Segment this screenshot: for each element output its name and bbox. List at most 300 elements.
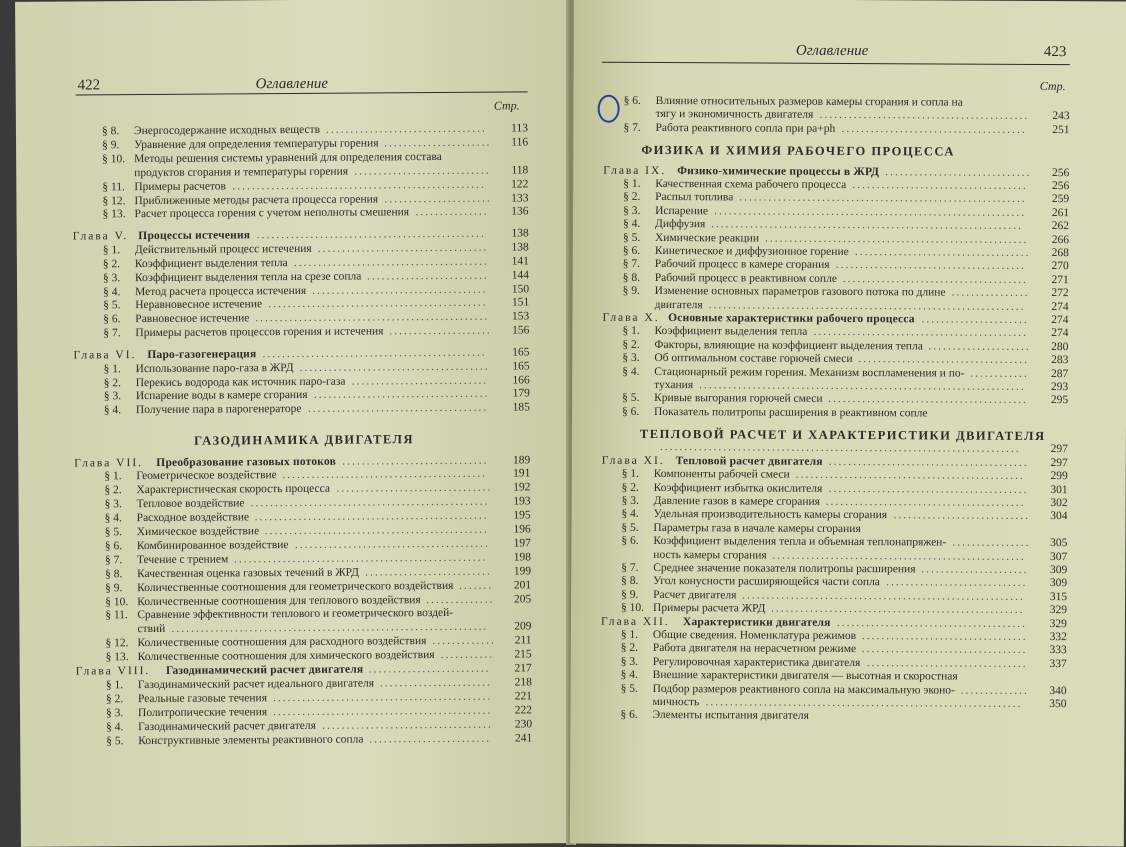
leader-dots: ................ bbox=[951, 286, 1030, 300]
leader-dots: ............................ bbox=[351, 374, 489, 388]
leader-dots: .......................... bbox=[365, 565, 492, 579]
section-number: § 6. bbox=[621, 534, 639, 548]
section-number: § 7. bbox=[104, 554, 123, 567]
section-title: Перекись водорода как источник паро-газа bbox=[135, 375, 346, 389]
leader-dots: ................................................................. bbox=[705, 696, 1023, 710]
page-ref: 270 bbox=[1051, 260, 1069, 273]
page-ref: 309 bbox=[1049, 577, 1068, 590]
section-number: § 12. bbox=[105, 637, 129, 650]
section-title: Качественная оценка газовых течений в ЖРД bbox=[137, 566, 360, 580]
leader-dots: ...................... bbox=[921, 313, 1029, 327]
page-ref: 293 bbox=[1050, 381, 1069, 394]
section-number: § 6. bbox=[103, 313, 121, 326]
section-title: ность камеры сгорания bbox=[653, 548, 767, 562]
section-number: § 2. bbox=[102, 257, 121, 271]
page-ref: 118 bbox=[511, 164, 529, 177]
section-title: продуктов сгорания и температуры горения bbox=[134, 165, 349, 179]
section-number: § 5. bbox=[103, 299, 121, 312]
left-page bbox=[15, 0, 573, 847]
toc-row bbox=[16, 136, 568, 152]
leader-dots: ................................ bbox=[336, 481, 493, 496]
page-ref: 195 bbox=[513, 509, 531, 522]
page-ref: 217 bbox=[514, 662, 532, 675]
page-ref: 192 bbox=[513, 481, 531, 494]
leader-dots: ......................................... bbox=[828, 455, 1029, 469]
toc-part-heading: ТЕПЛОВОЙ РАСЧЕТ И ХАРАКТЕРИСТИКИ ДВИГАТЕЛЯ bbox=[639, 426, 1046, 443]
section-number: § 2. bbox=[622, 338, 640, 351]
section-number: § 5. bbox=[620, 682, 638, 695]
section-number: § 13. bbox=[105, 651, 129, 664]
page-ref: 141 bbox=[511, 255, 529, 268]
page-ref: 307 bbox=[1050, 550, 1068, 563]
page-ref: 122 bbox=[511, 177, 529, 191]
leader-dots: ............................ bbox=[893, 509, 1031, 523]
page-ref: 191 bbox=[513, 467, 531, 480]
leader-dots: .................................................... bbox=[233, 551, 488, 566]
page-ref: 268 bbox=[1051, 247, 1069, 260]
section-title: Коэффициент избытка окислителя bbox=[653, 481, 823, 495]
section-title: Рабочий процесс в реактивном сопле bbox=[654, 271, 837, 285]
toc-row bbox=[20, 648, 572, 664]
toc-chapter-row bbox=[18, 453, 570, 470]
page-ref: 205 bbox=[513, 592, 532, 605]
page-ref: 165 bbox=[512, 346, 530, 359]
section-number: § 5. bbox=[622, 231, 641, 244]
section-title: Количественные соотношения для химического воздействия bbox=[137, 649, 435, 664]
leader-dots: ...................... bbox=[384, 136, 492, 150]
section-title: Распыл топлива bbox=[655, 191, 734, 204]
leader-dots: .............................. bbox=[885, 165, 1032, 179]
section-number: § 8. bbox=[622, 271, 641, 284]
section-title: Тепловое воздействие bbox=[136, 497, 245, 511]
page-ref: 215 bbox=[514, 648, 532, 661]
section-number: § 1. bbox=[622, 325, 640, 338]
leader-dots: .................................................... bbox=[772, 549, 1026, 563]
leader-dots: .................................... bbox=[313, 388, 490, 402]
section-title: Коэффициент выделения тепла bbox=[654, 325, 808, 339]
toc-row bbox=[18, 387, 570, 403]
toc-row bbox=[18, 373, 570, 389]
leader-dots: .......................................... bbox=[282, 468, 488, 482]
leader-dots: .............................................. bbox=[264, 523, 490, 538]
toc-row bbox=[19, 606, 571, 622]
section-number: § 1. bbox=[621, 467, 640, 481]
toc-row bbox=[19, 565, 571, 581]
leader-dots: ................................................................ bbox=[711, 218, 1024, 233]
section-number: § 3. bbox=[623, 204, 641, 217]
section-title: Газодинамический расчет идеального двигателя bbox=[137, 677, 375, 692]
section-title: Характеристическая скорость процесса bbox=[136, 483, 331, 497]
page-ref: 133 bbox=[511, 191, 529, 204]
leader-dots: ............................................. bbox=[268, 297, 488, 311]
page-ref: 199 bbox=[513, 565, 532, 578]
page-ref: 201 bbox=[513, 578, 532, 592]
section-title: Газодинамический расчет двигателя bbox=[138, 719, 316, 733]
right-header-rule bbox=[602, 62, 1070, 65]
section-title: Общие сведения. Номенклатура режимов bbox=[652, 628, 857, 643]
section-number: § 6. bbox=[104, 540, 123, 553]
chapter-title: Процессы истечения bbox=[138, 229, 251, 243]
section-title: Использование паро-газа в ЖРД bbox=[135, 361, 294, 375]
toc-row bbox=[20, 717, 572, 733]
section-number: § 11. bbox=[102, 180, 125, 193]
section-number: § 10. bbox=[620, 601, 645, 615]
section-number: § 2. bbox=[103, 376, 122, 389]
toc-row bbox=[20, 704, 572, 720]
page-ref: 165 bbox=[512, 360, 530, 373]
section-number: § 1. bbox=[102, 244, 121, 257]
leader-dots: ...................... bbox=[921, 563, 1029, 576]
page-ref: 196 bbox=[513, 523, 531, 536]
section-title: Конструктивные элементы реактивного сопла bbox=[138, 733, 364, 747]
chapter-number: Глава VII. bbox=[74, 456, 144, 470]
chapter-number: Глава V. bbox=[72, 230, 129, 243]
section-title: Химическое воздействие bbox=[136, 525, 260, 539]
leader-dots: ..................... bbox=[389, 324, 492, 338]
leader-dots: .............................. bbox=[342, 454, 489, 468]
page-ref: 305 bbox=[1050, 537, 1068, 550]
left-header-title: Оглавление bbox=[255, 75, 329, 93]
section-title: ствий bbox=[137, 623, 166, 636]
leader-dots: ................................................................. bbox=[171, 620, 489, 636]
toc-row bbox=[19, 620, 571, 636]
section-title: Количественные соотношения для теплового воздействия bbox=[137, 593, 421, 608]
leader-dots: ............................................ bbox=[813, 326, 1029, 340]
toc-row bbox=[19, 495, 571, 511]
chapter-number: Глава IX. bbox=[603, 164, 667, 177]
leader-dots: ................................... bbox=[858, 353, 1029, 367]
page-ref: 259 bbox=[1051, 193, 1070, 206]
section-number: § 7. bbox=[623, 121, 641, 134]
section-number: § 1. bbox=[620, 628, 639, 641]
section-number: § 13. bbox=[102, 208, 126, 221]
left-page-header bbox=[16, 74, 568, 94]
page-ref: 333 bbox=[1049, 644, 1067, 657]
toc-row bbox=[574, 108, 1126, 123]
leader-dots: ........... bbox=[440, 648, 495, 662]
section-number: § 2. bbox=[105, 693, 124, 706]
section-title: Работа реактивного сопла при pa+ph bbox=[655, 121, 836, 135]
toc-row bbox=[18, 401, 570, 417]
toc-row bbox=[19, 509, 571, 525]
page-ref: 251 bbox=[1052, 123, 1070, 136]
page-ref: 256 bbox=[1052, 166, 1070, 179]
leader-dots: ..................... bbox=[928, 340, 1031, 353]
leader-dots: .................................... bbox=[852, 179, 1028, 193]
leader-dots: ...................................... bbox=[841, 122, 1027, 136]
section-number: § 6. bbox=[622, 405, 640, 418]
leader-dots: ....... bbox=[459, 579, 494, 592]
leader-dots: ................................. bbox=[325, 122, 487, 136]
section-title: Рабочий процесс в камере сгорания bbox=[654, 258, 830, 272]
leader-dots: ........................................................... bbox=[739, 191, 1027, 206]
section-title: Параметры газа в начале камеры сгорания bbox=[653, 521, 861, 535]
page-ref: 166 bbox=[512, 373, 530, 387]
chapter-title: Газодинамический расчет двигателя bbox=[165, 663, 364, 677]
toc-row bbox=[18, 481, 570, 497]
section-title: Химические реакции bbox=[654, 231, 760, 245]
leader-dots: ............... bbox=[415, 206, 489, 219]
page-ref: 138 bbox=[511, 241, 529, 254]
section-title: Примеры расчетов процессов горения и истечения bbox=[135, 325, 384, 340]
page-ref: 150 bbox=[511, 282, 530, 296]
toc-row bbox=[17, 205, 569, 221]
toc-row bbox=[571, 682, 1125, 697]
leader-dots: ....................................... bbox=[836, 616, 1028, 630]
leader-dots: ........................................ bbox=[294, 537, 490, 551]
leader-dots: ............................................... bbox=[256, 227, 486, 242]
section-title: Примеры расчета ЖРД bbox=[652, 602, 766, 615]
leader-dots: ........................................... bbox=[819, 109, 1030, 123]
pen-circle-mark bbox=[598, 95, 620, 123]
page-ref: 113 bbox=[511, 122, 528, 135]
toc-row bbox=[17, 282, 569, 298]
leader-dots: ................................................................. bbox=[708, 298, 1026, 313]
page-ref: 144 bbox=[511, 268, 530, 282]
leader-dots: ................ bbox=[952, 536, 1031, 550]
leader-dots: .................................. bbox=[861, 630, 1028, 643]
page-ref: 287 bbox=[1050, 367, 1069, 380]
chapter-title: Характеристики двигателя bbox=[682, 615, 831, 629]
section-title: Течение с трением bbox=[136, 553, 229, 566]
section-title: Реальные газовые течения bbox=[137, 692, 268, 705]
section-title: Испарение bbox=[655, 204, 709, 218]
leader-dots: ............................. bbox=[886, 576, 1028, 590]
section-title: Об оптимальном составе горючей смеси bbox=[654, 352, 853, 366]
section-number: § 5. bbox=[106, 734, 124, 747]
section-number: § 1. bbox=[623, 177, 641, 190]
page-ref: 261 bbox=[1051, 206, 1070, 220]
section-number: § 8. bbox=[101, 125, 120, 138]
page-ref: 116 bbox=[511, 136, 529, 149]
leader-dots: ....................................... bbox=[835, 259, 1026, 273]
section-title: Коэффициент выделения тепла bbox=[134, 256, 288, 270]
page-ref: 179 bbox=[512, 387, 530, 400]
toc-part-heading: ГАЗОДИНАМИКА ДВИГАТЕЛЯ bbox=[194, 431, 415, 448]
page-ref: 198 bbox=[513, 551, 531, 564]
leader-dots: ............................ bbox=[354, 164, 491, 178]
section-number: § 9. bbox=[105, 581, 123, 594]
section-number: § 2. bbox=[620, 642, 639, 655]
section-number: § 3. bbox=[621, 494, 639, 507]
leader-dots: ................................................ bbox=[254, 509, 489, 524]
right-page-header bbox=[574, 42, 1126, 61]
page-ref: 262 bbox=[1051, 220, 1070, 233]
page-ref: 197 bbox=[513, 537, 531, 550]
page-ref: 309 bbox=[1049, 564, 1068, 577]
page-ref: 185 bbox=[512, 401, 530, 414]
section-number: § 7. bbox=[103, 327, 121, 340]
leader-dots: .................................................... bbox=[770, 602, 1025, 617]
leader-dots: ......................... bbox=[366, 269, 489, 283]
section-number: § 5. bbox=[104, 526, 123, 539]
chapter-title: Преобразование газовых потоков bbox=[156, 455, 337, 469]
page-ref: 295 bbox=[1050, 394, 1069, 407]
page-ref: 211 bbox=[514, 634, 532, 647]
section-number: § 6. bbox=[622, 244, 641, 257]
toc-row bbox=[19, 634, 571, 650]
page-ref: 350 bbox=[1049, 698, 1067, 711]
toc-row bbox=[16, 191, 568, 207]
section-number: § 4. bbox=[104, 512, 122, 525]
section-number: § 4. bbox=[622, 365, 640, 378]
section-number: § 3. bbox=[620, 655, 639, 668]
leader-dots: .................................... bbox=[854, 246, 1031, 260]
page-ref: 301 bbox=[1050, 483, 1068, 496]
section-title: тухания bbox=[654, 379, 694, 392]
leader-dots: .......................................................................... bbox=[659, 441, 1021, 456]
leader-dots: ......................................... bbox=[828, 482, 1029, 496]
page-ref: 222 bbox=[514, 704, 533, 717]
leader-dots: ...................................... bbox=[842, 272, 1029, 286]
toc-row bbox=[574, 94, 1126, 109]
section-number: § 4. bbox=[620, 668, 638, 682]
section-title: Неравновесное истечение bbox=[135, 298, 263, 312]
section-title: Комбинированное воздействие bbox=[136, 538, 289, 553]
page-ref: 136 bbox=[511, 205, 529, 218]
page-ref: 280 bbox=[1051, 340, 1069, 354]
section-title: Среднее значение показателя политропы расширения bbox=[653, 561, 916, 576]
page-ref: 221 bbox=[514, 690, 532, 703]
page-ref: 272 bbox=[1051, 287, 1069, 300]
leader-dots: ......................................... bbox=[828, 393, 1029, 407]
section-title: Методы решения системы уравнений для определения состава bbox=[134, 150, 442, 165]
page-ref: 156 bbox=[512, 324, 530, 337]
chapter-number: Глава XII. bbox=[600, 615, 670, 628]
section-number: § 3. bbox=[105, 706, 124, 720]
section-title: Расчет двигателя bbox=[653, 588, 737, 602]
section-title: Получение пара в парогенераторе bbox=[135, 403, 302, 417]
chapter-title: Тепловой расчет двигателя bbox=[675, 454, 823, 468]
section-title: Уравнение для определения температуры горения bbox=[134, 137, 379, 152]
chapter-title: Основные характеристики рабочего процесса bbox=[668, 312, 915, 326]
leader-dots: .............. bbox=[960, 684, 1029, 697]
page-ref: 329 bbox=[1049, 617, 1067, 630]
section-number: § 7. bbox=[621, 561, 639, 574]
page-ref: 297 bbox=[1050, 456, 1068, 469]
section-title: Геометрическое воздействие bbox=[136, 469, 277, 483]
section-number: § 3. bbox=[104, 498, 122, 511]
section-title: двигателя bbox=[654, 298, 703, 311]
right-header-title: Оглавление bbox=[795, 42, 869, 60]
section-title: Политропические течения bbox=[137, 705, 268, 719]
right-col-head: Стр. bbox=[1039, 78, 1066, 94]
section-title: Кривые выгорания горючей смеси bbox=[654, 392, 823, 406]
section-number: § 11. bbox=[105, 609, 128, 622]
leader-dots: ................................................ bbox=[255, 310, 490, 325]
leader-dots: .................................... bbox=[312, 283, 488, 297]
leader-dots: ......................... bbox=[368, 662, 491, 676]
chapter-number: Глава XI. bbox=[601, 454, 665, 467]
toc-row bbox=[19, 537, 571, 553]
toc-row bbox=[16, 164, 568, 179]
page-ref: 241 bbox=[514, 731, 533, 744]
page-ref: 315 bbox=[1049, 590, 1068, 603]
leader-dots: ............. bbox=[432, 634, 496, 648]
toc-row bbox=[19, 592, 571, 608]
section-title: Равновесное истечение bbox=[135, 312, 250, 326]
section-title: Расходное воздействие bbox=[136, 511, 250, 525]
page-ref: 271 bbox=[1051, 273, 1069, 287]
section-number: § 3. bbox=[622, 352, 640, 365]
leader-dots: ...................... bbox=[384, 192, 492, 205]
page-ref: 243 bbox=[1052, 110, 1070, 123]
section-title: Примеры расчетов bbox=[134, 180, 227, 193]
section-title: Качественная схема рабочего процесса bbox=[655, 178, 847, 192]
section-title: Стационарный режим горения. Механизм воспламенения и по- bbox=[654, 365, 965, 380]
page-ref: 193 bbox=[513, 495, 531, 508]
page-ref: 337 bbox=[1049, 657, 1067, 670]
leader-dots: ..................................... bbox=[307, 402, 489, 416]
page-ref: 332 bbox=[1049, 631, 1067, 644]
section-number: § 1. bbox=[105, 679, 124, 692]
page-ref: 266 bbox=[1051, 233, 1069, 246]
leader-dots: .............. bbox=[426, 593, 495, 606]
section-title: Действительный процесс истечения bbox=[134, 242, 312, 256]
section-number: § 2. bbox=[623, 191, 641, 204]
toc-row bbox=[20, 731, 572, 747]
left-header-rule bbox=[76, 91, 528, 95]
chapter-number: Глава VI. bbox=[73, 348, 137, 362]
section-number: § 5. bbox=[621, 521, 639, 534]
leader-dots: ................................. bbox=[866, 656, 1028, 670]
section-number: § 9. bbox=[102, 139, 120, 152]
section-title: Кинетическое и диффузионное горение bbox=[654, 245, 849, 259]
leader-dots: .......................................................... bbox=[742, 589, 1025, 603]
page-ref: 256 bbox=[1051, 180, 1070, 193]
section-title: Работа двигателя на нерасчетном режиме bbox=[652, 642, 857, 656]
section-number: § 10. bbox=[102, 152, 126, 166]
chapter-title: Физико-химические процессы в ЖРД bbox=[677, 164, 880, 178]
toc-row bbox=[20, 690, 572, 706]
page-ref: 230 bbox=[514, 717, 533, 731]
leader-dots: ....................................... bbox=[299, 360, 490, 374]
section-title: Приближенные методы расчета процесса горения bbox=[134, 192, 379, 207]
page-ref: 274 bbox=[1051, 327, 1069, 340]
section-title: мичность bbox=[652, 695, 700, 709]
section-title: Количественные соотношения для расходного воздействия bbox=[137, 635, 427, 650]
section-title: Внешние характеристики двигателя — высотная и скоростная bbox=[652, 669, 958, 683]
section-title: Угол конусности расширяющейся части сопла bbox=[653, 575, 880, 589]
page-ref: 274 bbox=[1051, 300, 1069, 313]
section-title: Факторы, влияющие на коэффициент выделения тепла bbox=[654, 338, 923, 353]
section-title: Сравнение эффективности теплового и геометрического воздей- bbox=[137, 607, 454, 622]
section-title: Удельная производительность камеры сгорания bbox=[653, 508, 888, 522]
toc-row bbox=[19, 551, 571, 567]
page-ref: 329 bbox=[1049, 604, 1068, 617]
page-ref: 283 bbox=[1051, 354, 1069, 367]
toc-row bbox=[17, 255, 569, 271]
section-number: § 12. bbox=[102, 194, 126, 207]
leader-dots: ............ bbox=[970, 367, 1029, 380]
toc-chapter-row bbox=[17, 346, 569, 362]
page-ref: 189 bbox=[512, 453, 531, 466]
leader-dots: ............................................... bbox=[795, 468, 1025, 483]
section-title: Показатель политропы расширения в реактивном сопле bbox=[654, 405, 928, 420]
page-ref: 218 bbox=[514, 676, 532, 689]
page-ref: 153 bbox=[511, 310, 530, 323]
section-number: § 8. bbox=[105, 567, 123, 581]
toc-row bbox=[19, 578, 571, 594]
section-title: тягу и экономичность двигателя bbox=[655, 108, 814, 122]
leader-dots: ................................................................ bbox=[714, 205, 1027, 219]
section-title: Коэффициент выделения тепла и объемная теплонапряжен- bbox=[653, 535, 947, 549]
leader-dots: ................................................................... bbox=[699, 379, 1026, 394]
page-ref: 274 bbox=[1051, 314, 1069, 327]
toc-row bbox=[17, 310, 569, 326]
leader-dots: ...................................................... bbox=[764, 232, 1029, 246]
right-page-number: 423 bbox=[1043, 44, 1067, 61]
